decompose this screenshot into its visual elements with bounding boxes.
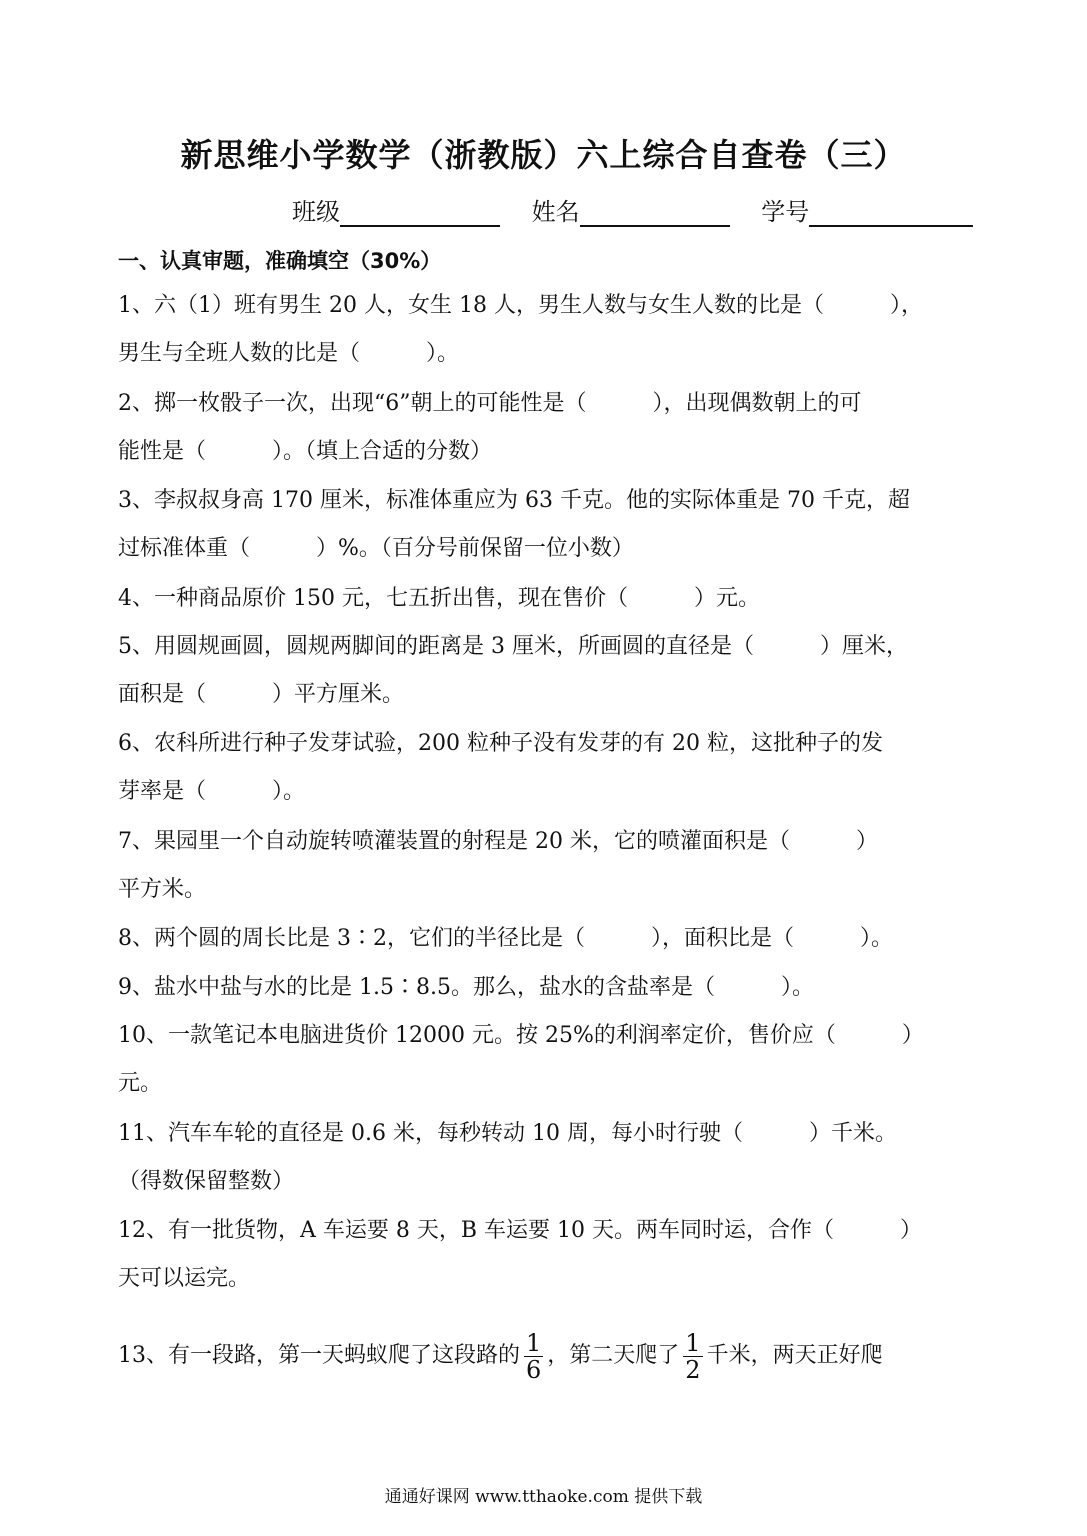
question-9 [118, 964, 978, 1012]
name-field [532, 192, 730, 227]
question-text: ，第二天爬了 [547, 1343, 680, 1368]
question-2 [118, 380, 978, 476]
question-3 [118, 477, 978, 573]
question-line: 10、一款笔记本电脑进货价 12000 元。按 25%的利润率定价，售价应（ ） [118, 1023, 924, 1048]
question-10 [118, 1012, 978, 1108]
question-13 [118, 1326, 978, 1386]
question-line: 8、两个圆的周长比是 3∶2，它们的半径比是（ ），面积比是（ ）。 [118, 926, 893, 951]
question-line: 1、六（1）班有男生 20 人，女生 18 人，男生人数与女生人数的比是（ ）， [118, 293, 923, 318]
fraction-one-half [683, 1330, 702, 1383]
question-5 [118, 623, 978, 719]
class-blank[interactable] [340, 201, 500, 227]
page-title: 新思维小学数学（浙教版）六上综合自查卷（三） [180, 136, 907, 174]
footer-source: 通通好课网 www.tthaoke.com 提供下载 [384, 1487, 703, 1507]
question-line: 4、一种商品原价 150 元，七五折出售，现在售价（ ）元。 [118, 586, 760, 611]
number-blank[interactable] [809, 201, 973, 227]
question-line: 6、农科所进行种子发芽试验，200 粒种子没有发芽的有 20 粒，这批种子的发 [118, 731, 883, 756]
question-1 [118, 282, 978, 378]
fraction-denominator: 6 [526, 1355, 542, 1384]
question-6 [118, 720, 978, 816]
question-text: 13、有一段路，第一天蚂蚁爬了这段路的 [118, 1343, 520, 1368]
question-line: （得数保留整数） [118, 1169, 295, 1194]
question-line: 平方米。 [118, 877, 207, 902]
question-line: 3、李叔叔身高 170 厘米，标准体重应为 63 千克。他的实际体重是 70 千克，超 [118, 488, 910, 513]
question-11 [118, 1110, 978, 1206]
student-info-row [292, 192, 992, 227]
class-field [292, 192, 500, 227]
question-line: 11、汽车车轮的直径是 0.6 米，每秒转动 10 周，每小时行驶（ ）千米。 [118, 1121, 897, 1146]
name-label: 姓名 [531, 198, 580, 226]
question-line: 能性是（ ）。（填上合适的分数） [118, 439, 493, 464]
question-line: 面积是（ ）平方厘米。 [118, 682, 405, 707]
question-line: 芽率是（ ）。 [118, 779, 306, 804]
question-8 [118, 915, 978, 963]
question-line: 12、有一批货物，A 车运要 8 天，B 车运要 10 天。两车同时运，合作（ ） [118, 1218, 923, 1243]
question-7 [118, 818, 978, 914]
number-field [761, 192, 973, 227]
question-line: 元。 [118, 1071, 163, 1096]
question-line: 男生与全班人数的比是（ ）。 [118, 341, 460, 366]
section-heading: 一、认真审题，准确填空（30%） [118, 249, 442, 273]
question-line: 5、用圆规画圆，圆规两脚间的距离是 3 厘米，所画圆的直径是（ ）厘米， [118, 634, 908, 659]
question-4 [118, 575, 978, 623]
fraction-numerator: 1 [526, 1328, 542, 1357]
question-line: 2、掷一枚骰子一次，出现“6”朝上的可能性是（ ），出现偶数朝上的可 [118, 391, 862, 416]
fraction-one-sixth [524, 1330, 543, 1383]
number-label: 学号 [761, 198, 810, 226]
question-line: 7、果园里一个自动旋转喷灌装置的射程是 20 米，它的喷灌面积是（ ） [118, 829, 878, 854]
name-blank[interactable] [580, 201, 730, 227]
question-text: 千米，两天正好爬 [706, 1343, 883, 1368]
question-line: 9、盐水中盐与水的比是 1.5∶8.5。那么，盐水的含盐率是（ ）。 [118, 975, 814, 1000]
question-12 [118, 1207, 978, 1303]
question-line: 天可以运完。 [118, 1266, 251, 1291]
fraction-denominator: 2 [685, 1355, 701, 1384]
question-line: 过标准体重（ ）%。（百分号前保留一位小数） [118, 536, 634, 561]
fraction-numerator: 1 [685, 1328, 701, 1357]
class-label: 班级 [292, 198, 340, 226]
